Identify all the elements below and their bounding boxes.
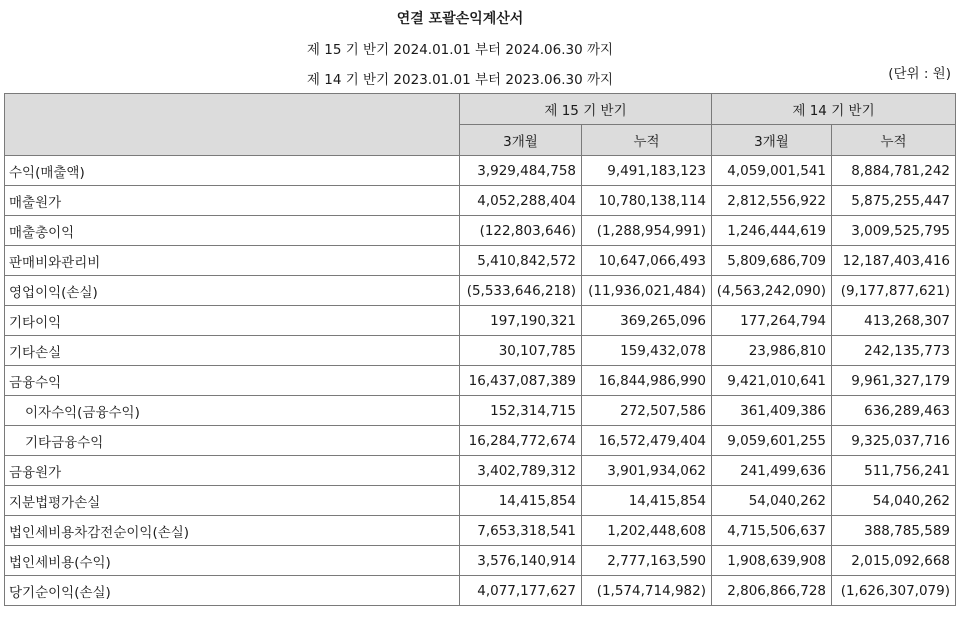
- value-prior-3m: 241,499,636: [712, 456, 832, 486]
- value-prior-3m: 2,812,556,922: [712, 186, 832, 216]
- value-prior-cumulative: 636,289,463: [832, 396, 956, 426]
- period-prior: 제 14 기 반기 2023.01.01 부터 2023.06.30 까지: [306, 72, 614, 88]
- period-current: 제 15 기 반기 2024.01.01 부터 2024.06.30 까지: [306, 42, 614, 58]
- value-current-cumulative: 369,265,096: [582, 306, 712, 336]
- value-current-3m: 3,402,789,312: [460, 456, 582, 486]
- value-prior-3m: 9,059,601,255: [712, 426, 832, 456]
- table-row: [5, 366, 956, 396]
- value-current-cumulative: 16,844,986,990: [582, 366, 712, 396]
- value-prior-cumulative: 511,756,241: [832, 456, 956, 486]
- table-row: [5, 156, 956, 186]
- header-group-prior: 제 14 기 반기: [712, 94, 956, 125]
- row-label: 지분법평가손실: [5, 486, 460, 516]
- value-current-cumulative: 10,647,066,493: [582, 246, 712, 276]
- value-prior-cumulative: 9,961,327,179: [832, 366, 956, 396]
- table-row: [5, 576, 956, 606]
- value-prior-cumulative: 2,015,092,668: [832, 546, 956, 576]
- value-current-3m: 4,052,288,404: [460, 186, 582, 216]
- value-prior-cumulative: (9,177,877,621): [832, 276, 956, 306]
- value-prior-3m: 54,040,262: [712, 486, 832, 516]
- income-statement-table: [4, 93, 956, 606]
- header-prior-3m: 3개월: [712, 125, 832, 156]
- value-prior-3m: 177,264,794: [712, 306, 832, 336]
- table-row: [5, 216, 956, 246]
- header-current-cumulative: 누적: [582, 125, 712, 156]
- row-label: 기타손실: [5, 336, 460, 366]
- row-label: 판매비와관리비: [5, 246, 460, 276]
- row-label: 당기순이익(손실): [5, 576, 460, 606]
- value-prior-3m: 4,059,001,541: [712, 156, 832, 186]
- header-group-current: 제 15 기 반기: [460, 94, 712, 125]
- value-current-cumulative: (11,936,021,484): [582, 276, 712, 306]
- unit-label: (단위 : 원): [888, 66, 951, 82]
- row-label: 이자수익(금융수익): [5, 396, 460, 426]
- table-row: [5, 276, 956, 306]
- row-label: 법인세비용차감전순이익(손실): [5, 516, 460, 546]
- value-current-3m: 197,190,321: [460, 306, 582, 336]
- table-row: [5, 246, 956, 276]
- value-prior-cumulative: 5,875,255,447: [832, 186, 956, 216]
- value-current-3m: 16,437,087,389: [460, 366, 582, 396]
- value-prior-cumulative: 242,135,773: [832, 336, 956, 366]
- value-prior-cumulative: 54,040,262: [832, 486, 956, 516]
- value-current-3m: 3,576,140,914: [460, 546, 582, 576]
- row-label: 금융수익: [5, 366, 460, 396]
- value-prior-cumulative: 413,268,307: [832, 306, 956, 336]
- value-current-cumulative: (1,574,714,982): [582, 576, 712, 606]
- header-account-cell: [5, 94, 460, 156]
- value-prior-3m: 1,246,444,619: [712, 216, 832, 246]
- value-prior-cumulative: 12,187,403,416: [832, 246, 956, 276]
- table-row: [5, 396, 956, 426]
- value-prior-cumulative: 3,009,525,795: [832, 216, 956, 246]
- table-row: [5, 486, 956, 516]
- value-prior-cumulative: 8,884,781,242: [832, 156, 956, 186]
- row-label: 기타금융수익: [5, 426, 460, 456]
- value-prior-cumulative: (1,626,307,079): [832, 576, 956, 606]
- value-current-cumulative: 9,491,183,123: [582, 156, 712, 186]
- value-prior-3m: (4,563,242,090): [712, 276, 832, 306]
- table-row: [5, 546, 956, 576]
- table-row: [5, 186, 956, 216]
- statement-title: 연결 포괄손익계산서: [396, 11, 524, 27]
- table-row: [5, 336, 956, 366]
- value-current-3m: 16,284,772,674: [460, 426, 582, 456]
- value-prior-3m: 361,409,386: [712, 396, 832, 426]
- row-label: 법인세비용(수익): [5, 546, 460, 576]
- value-current-cumulative: 159,432,078: [582, 336, 712, 366]
- value-current-cumulative: 10,780,138,114: [582, 186, 712, 216]
- value-current-3m: (5,533,646,218): [460, 276, 582, 306]
- value-prior-3m: 9,421,010,641: [712, 366, 832, 396]
- value-current-3m: (122,803,646): [460, 216, 582, 246]
- value-current-3m: 4,077,177,627: [460, 576, 582, 606]
- header-current-3m: 3개월: [460, 125, 582, 156]
- value-current-cumulative: 16,572,479,404: [582, 426, 712, 456]
- value-prior-3m: 1,908,639,908: [712, 546, 832, 576]
- value-current-cumulative: (1,288,954,991): [582, 216, 712, 246]
- value-current-cumulative: 1,202,448,608: [582, 516, 712, 546]
- value-current-3m: 14,415,854: [460, 486, 582, 516]
- row-label: 기타이익: [5, 306, 460, 336]
- row-label: 매출원가: [5, 186, 460, 216]
- value-prior-3m: 4,715,506,637: [712, 516, 832, 546]
- value-current-3m: 3,929,484,758: [460, 156, 582, 186]
- value-current-3m: 30,107,785: [460, 336, 582, 366]
- value-current-cumulative: 3,901,934,062: [582, 456, 712, 486]
- table-row: [5, 426, 956, 456]
- value-current-cumulative: 14,415,854: [582, 486, 712, 516]
- value-prior-3m: 23,986,810: [712, 336, 832, 366]
- header-prior-cumulative: 누적: [832, 125, 956, 156]
- row-label: 영업이익(손실): [5, 276, 460, 306]
- value-current-3m: 7,653,318,541: [460, 516, 582, 546]
- value-current-cumulative: 2,777,163,590: [582, 546, 712, 576]
- table-row: [5, 306, 956, 336]
- row-label: 금융원가: [5, 456, 460, 486]
- row-label: 매출총이익: [5, 216, 460, 246]
- table-row: [5, 516, 956, 546]
- value-prior-cumulative: 388,785,589: [832, 516, 956, 546]
- value-prior-3m: 5,809,686,709: [712, 246, 832, 276]
- value-current-3m: 152,314,715: [460, 396, 582, 426]
- value-prior-cumulative: 9,325,037,716: [832, 426, 956, 456]
- row-label: 수익(매출액): [5, 156, 460, 186]
- value-current-cumulative: 272,507,586: [582, 396, 712, 426]
- value-prior-3m: 2,806,866,728: [712, 576, 832, 606]
- value-current-3m: 5,410,842,572: [460, 246, 582, 276]
- table-row: [5, 456, 956, 486]
